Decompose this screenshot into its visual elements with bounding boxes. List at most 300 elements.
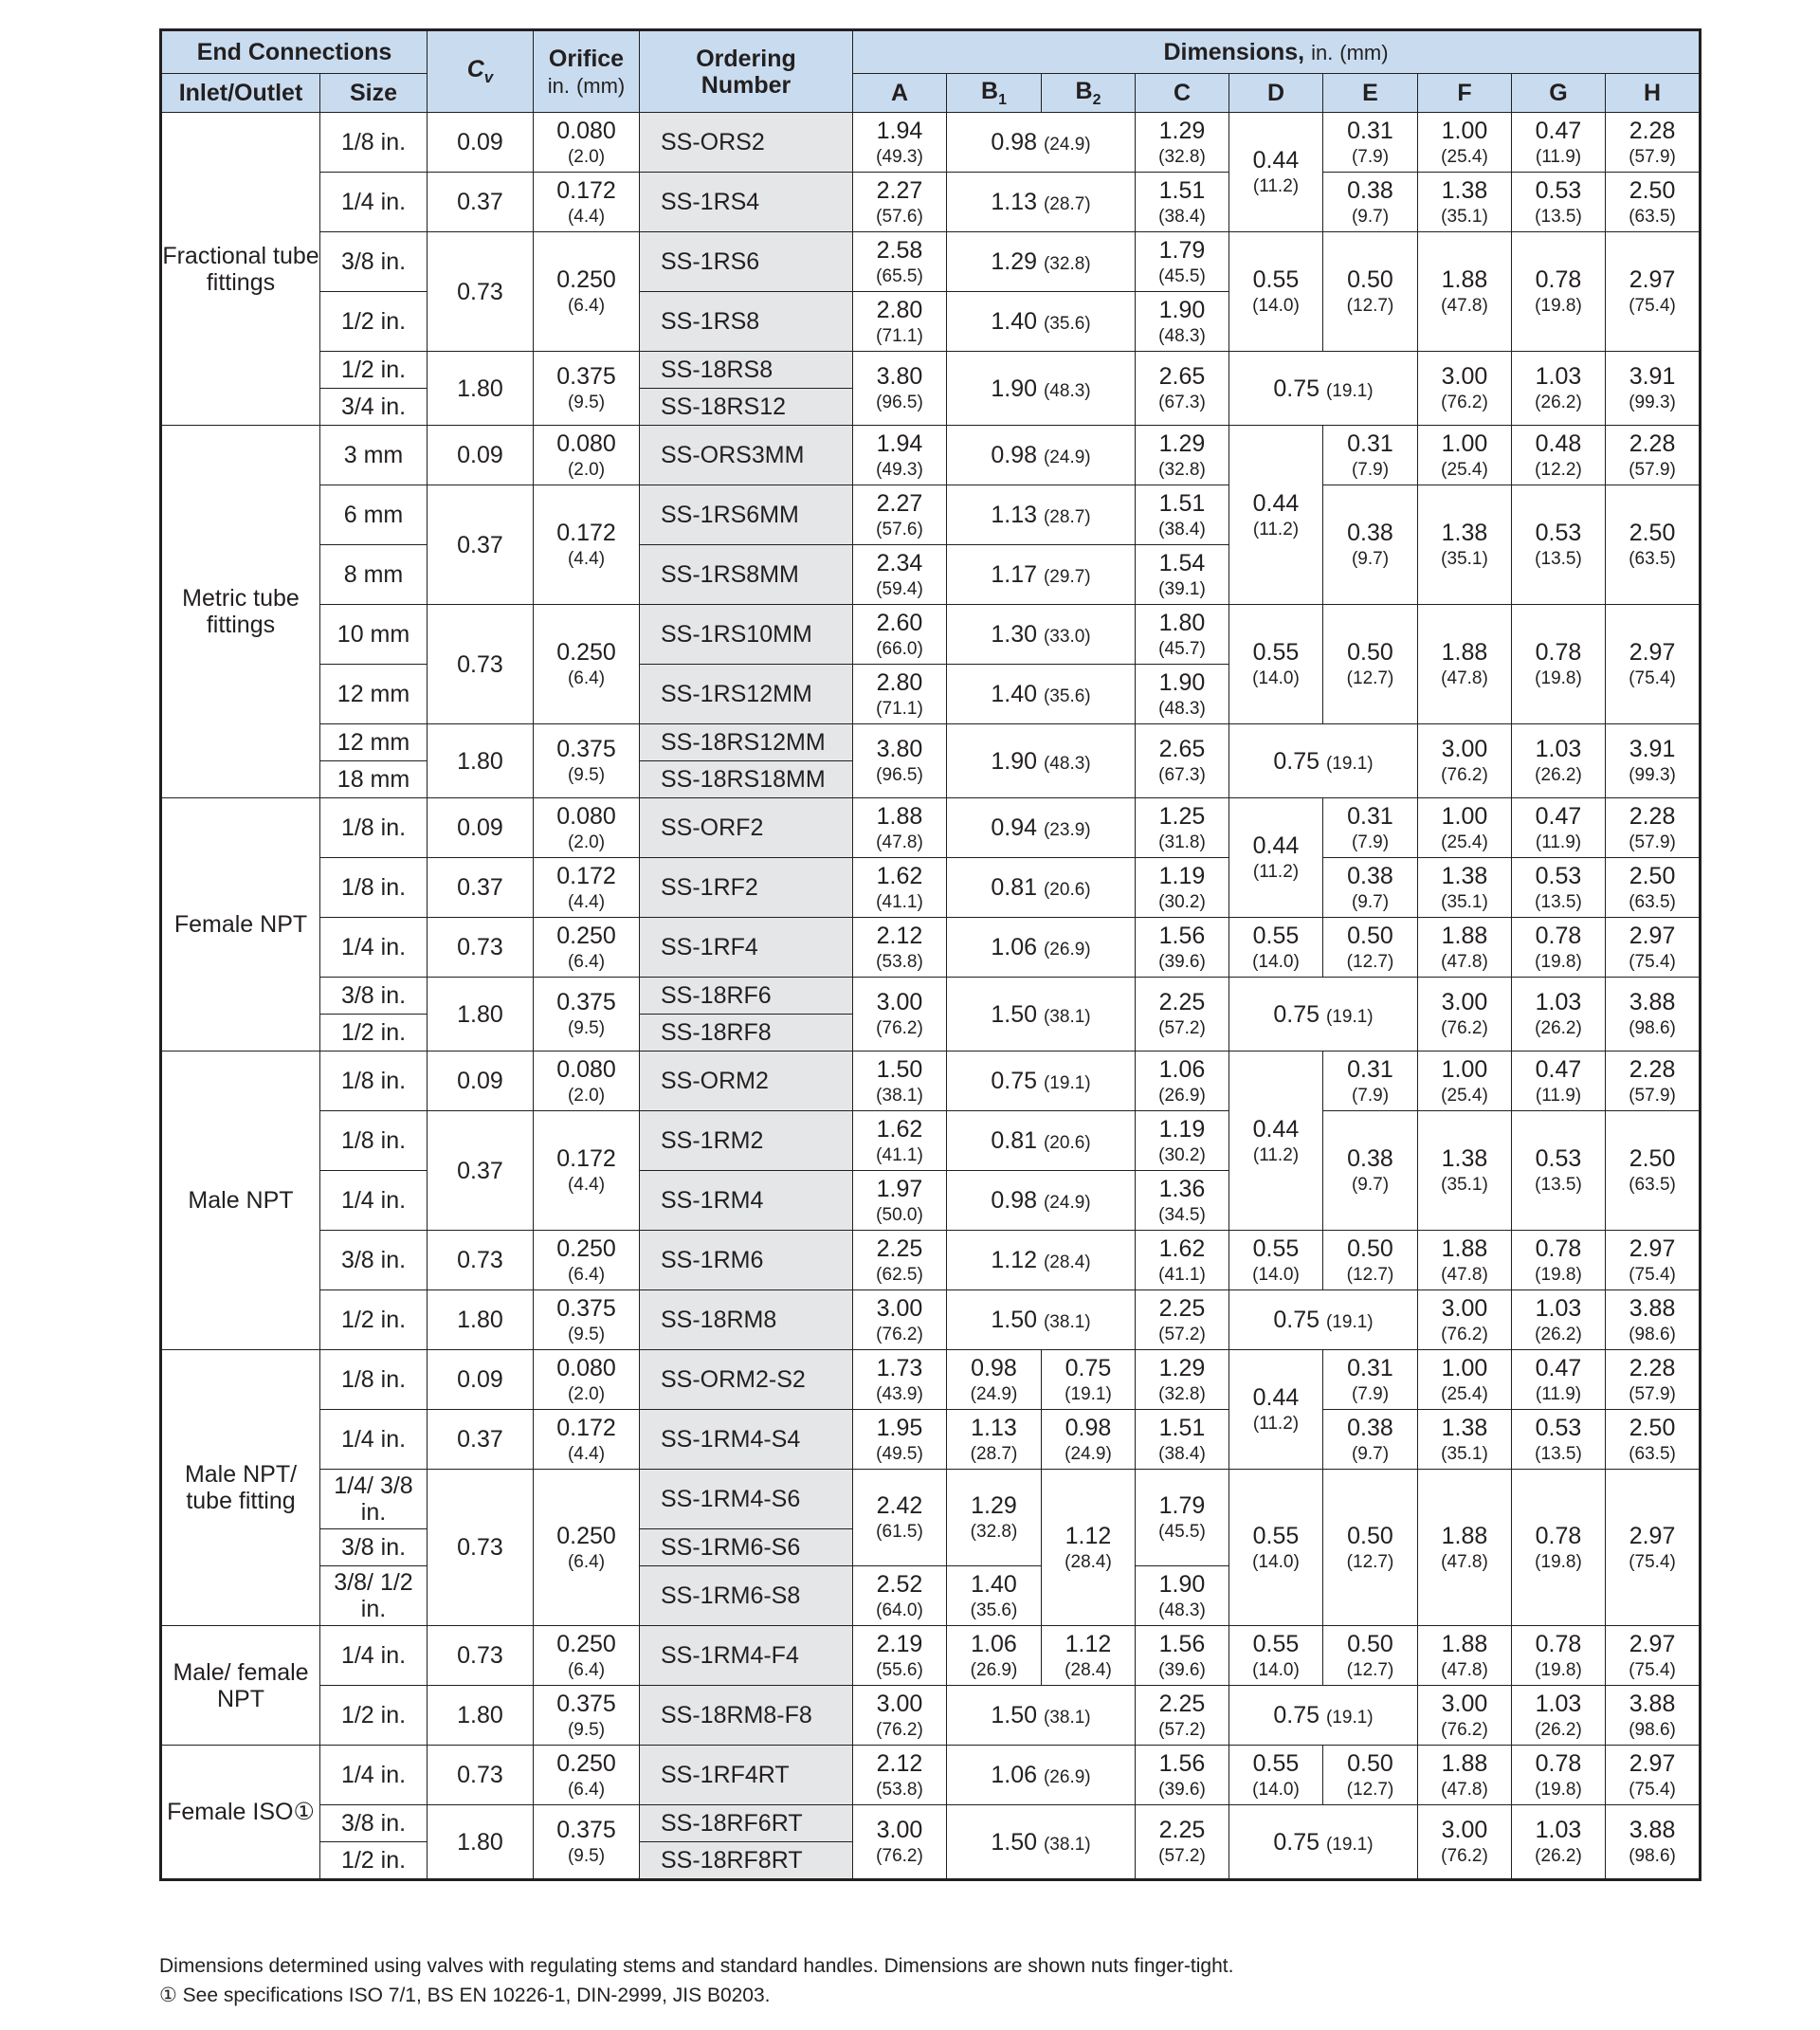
dim-h-cell: 2.28 (57.9)	[1606, 1052, 1701, 1111]
dim-g-cell: 1.03 (26.2)	[1512, 978, 1606, 1052]
ordering-number-cell: SS-1RF4RT	[640, 1746, 853, 1805]
dim-a-cell: 1.50 (38.1)	[853, 1052, 947, 1111]
dim-de-cell: 0.75 (19.1)	[1229, 724, 1418, 798]
dim-h-cell: 2.97 (75.4)	[1606, 1746, 1701, 1805]
dim-de-cell: 0.75 (19.1)	[1229, 1805, 1418, 1880]
dim-f-cell: 1.38 (35.1)	[1418, 858, 1512, 918]
dim-a-cell: 3.00 (76.2)	[853, 1686, 947, 1746]
dim-b-cell: 0.81 (20.6)	[947, 858, 1136, 918]
dim-a-cell: 1.94 (49.3)	[853, 426, 947, 485]
size-cell: 1/8 in.	[320, 798, 428, 858]
dim-c-cell: 1.56 (39.6)	[1136, 918, 1229, 978]
ordering-number-cell: SS-18RS12MM	[640, 724, 853, 761]
dim-c-cell: 1.56 (39.6)	[1136, 1626, 1229, 1686]
dim-b-cell: 1.13 (28.7)	[947, 173, 1136, 232]
ordering-number-cell: SS-1RS8MM	[640, 545, 853, 605]
size-cell: 3 mm	[320, 426, 428, 485]
dim-g-cell: 1.03 (26.2)	[1512, 724, 1606, 798]
dim-g-cell: 0.53 (13.5)	[1512, 1111, 1606, 1231]
dim-c-cell: 1.19 (30.2)	[1136, 858, 1229, 918]
table-row	[161, 978, 1701, 1015]
dim-b1-cell: 0.98 (24.9)	[947, 1350, 1042, 1410]
ordering-number-cell: SS-18RF6	[640, 978, 853, 1015]
dim-b-cell: 1.40 (35.6)	[947, 292, 1136, 352]
dim-b-cell: 1.50 (38.1)	[947, 1290, 1136, 1350]
size-cell: 1/4 in.	[320, 918, 428, 978]
cv-cell: 0.73	[428, 1626, 534, 1686]
size-cell: 1/8 in.	[320, 113, 428, 173]
dim-b-cell: 1.17 (29.7)	[947, 545, 1136, 605]
dim-b-cell: 1.12 (28.4)	[947, 1231, 1136, 1290]
dim-g-cell: 0.78 (19.8)	[1512, 1746, 1606, 1805]
dim-a-cell: 2.80 (71.1)	[853, 292, 947, 352]
dim-de-cell: 0.75 (19.1)	[1229, 1290, 1418, 1350]
dim-f-cell: 1.88 (47.8)	[1418, 918, 1512, 978]
table-row	[161, 232, 1701, 292]
ordering-number-cell: SS-18RS18MM	[640, 761, 853, 798]
dim-h-cell: 2.28 (57.9)	[1606, 426, 1701, 485]
size-cell: 3/8 in.	[320, 1231, 428, 1290]
ordering-number-cell: SS-ORS3MM	[640, 426, 853, 485]
dim-b-cell: 1.40 (35.6)	[947, 665, 1136, 724]
size-cell: 12 mm	[320, 665, 428, 724]
dim-b-cell: 0.98 (24.9)	[947, 426, 1136, 485]
dim-b-cell: 0.94 (23.9)	[947, 798, 1136, 858]
dim-c-cell: 2.25 (57.2)	[1136, 1686, 1229, 1746]
dim-a-cell: 1.97 (50.0)	[853, 1171, 947, 1231]
dim-e-cell: 0.50 (12.7)	[1323, 1231, 1418, 1290]
dim-a-cell: 3.00 (76.2)	[853, 1290, 947, 1350]
dim-b-cell: 0.81 (20.6)	[947, 1111, 1136, 1171]
dim-g-cell: 0.78 (19.8)	[1512, 1626, 1606, 1686]
dim-a-cell: 3.80 (96.5)	[853, 352, 947, 426]
dim-a-cell: 2.25 (62.5)	[853, 1231, 947, 1290]
size-cell: 3/8 in.	[320, 1529, 428, 1566]
dim-c-cell: 1.51 (38.4)	[1136, 173, 1229, 232]
dim-d-cell: 0.55 (14.0)	[1229, 1746, 1323, 1805]
cv-cell: 0.09	[428, 1350, 534, 1410]
col-d-header: D	[1229, 74, 1323, 113]
dim-e-cell: 0.50 (12.7)	[1323, 1746, 1418, 1805]
dim-c-cell: 1.80 (45.7)	[1136, 605, 1229, 665]
group-label: Metric tube fittings	[161, 426, 320, 798]
dim-d-cell: 0.55 (14.0)	[1229, 605, 1323, 724]
size-cell: 6 mm	[320, 485, 428, 545]
ordering-number-cell: SS-1RM4	[640, 1171, 853, 1231]
dim-g-cell: 0.53 (13.5)	[1512, 858, 1606, 918]
size-cell: 1/8 in.	[320, 1350, 428, 1410]
size-cell: 1/4 in.	[320, 1626, 428, 1686]
table-row	[161, 1111, 1701, 1171]
dim-g-cell: 0.53 (13.5)	[1512, 1410, 1606, 1470]
dim-a-cell: 2.27 (57.6)	[853, 173, 947, 232]
dim-g-cell: 1.03 (26.2)	[1512, 352, 1606, 426]
dim-b-cell: 1.06 (26.9)	[947, 918, 1136, 978]
ordering-number-cell: SS-1RS4	[640, 173, 853, 232]
dim-e-cell: 0.38 (9.7)	[1323, 1111, 1418, 1231]
table-row	[161, 113, 1701, 173]
orifice-header: Orifice in. (mm)	[534, 30, 640, 113]
size-cell: 1/4 in.	[320, 1746, 428, 1805]
orifice-cell: 0.172 (4.4)	[534, 485, 640, 605]
dim-h-cell: 2.50 (63.5)	[1606, 858, 1701, 918]
ordering-number-cell: SS-1RS10MM	[640, 605, 853, 665]
dim-e-cell: 0.31 (7.9)	[1323, 426, 1418, 485]
ordering-number-cell: SS-ORF2	[640, 798, 853, 858]
dim-c-cell: 2.65 (67.3)	[1136, 352, 1229, 426]
footnote-iso-specs: ① See specifications ISO 7/1, BS EN 10226-1, DIN-2999, JIS B0203.	[159, 1984, 771, 2006]
end-connections-header: End Connections	[161, 30, 428, 74]
orifice-cell: 0.250 (6.4)	[534, 1626, 640, 1686]
dim-c-cell: 1.19 (30.2)	[1136, 1111, 1229, 1171]
dim-a-cell: 3.00 (76.2)	[853, 978, 947, 1052]
orifice-cell: 0.250 (6.4)	[534, 1746, 640, 1805]
size-cell: 1/4/ 3/8 in.	[320, 1470, 428, 1529]
dim-f-cell: 1.00 (25.4)	[1418, 1350, 1512, 1410]
col-h-header: H	[1606, 74, 1701, 113]
ordering-number-cell: SS-1RM2	[640, 1111, 853, 1171]
dim-a-cell: 1.73 (43.9)	[853, 1350, 947, 1410]
col-b2-header: $B_2$	[1042, 74, 1136, 113]
dim-c-cell: 1.62 (41.1)	[1136, 1231, 1229, 1290]
orifice-cell: 0.250 (6.4)	[534, 605, 640, 724]
dim-h-cell: 2.97 (75.4)	[1606, 918, 1701, 978]
dim-f-cell: 1.00 (25.4)	[1418, 426, 1512, 485]
dimensions-header: Dimensions, in. (mm)	[853, 30, 1701, 74]
size-cell: 1/4 in.	[320, 1410, 428, 1470]
size-cell: 1/2 in.	[320, 1686, 428, 1746]
dim-f-cell: 1.88 (47.8)	[1418, 232, 1512, 352]
orifice-cell: 0.250 (6.4)	[534, 1470, 640, 1626]
ordering-number-cell: SS-18RF6RT	[640, 1805, 853, 1842]
table-row	[161, 352, 1701, 389]
valve-dimensions-table	[159, 28, 1702, 1881]
dim-b-cell: 1.06 (26.9)	[947, 1746, 1136, 1805]
table-row	[161, 426, 1701, 485]
ordering-number-cell: SS-18RF8RT	[640, 1842, 853, 1880]
size-cell: 1/4 in.	[320, 1171, 428, 1231]
size-cell: 1/8 in.	[320, 1111, 428, 1171]
orifice-cell: 0.080 (2.0)	[534, 426, 640, 485]
dim-d-cell: 0.44 (11.2)	[1229, 426, 1323, 605]
orifice-cell: 0.172 (4.4)	[534, 1111, 640, 1231]
orifice-cell: 0.172 (4.4)	[534, 1410, 640, 1470]
dim-f-cell: 1.38 (35.1)	[1418, 173, 1512, 232]
dim-b2-cell: 0.75 (19.1)	[1042, 1350, 1136, 1410]
dim-h-cell: 2.97 (75.4)	[1606, 1626, 1701, 1686]
dim-h-cell: 2.97 (75.4)	[1606, 1470, 1701, 1626]
dim-g-cell: 0.47 (11.9)	[1512, 113, 1606, 173]
dim-a-cell: 2.12 (53.8)	[853, 1746, 947, 1805]
dim-g-cell: 0.53 (13.5)	[1512, 173, 1606, 232]
dim-b-cell: 1.90 (48.3)	[947, 352, 1136, 426]
dim-a-cell: 3.00 (76.2)	[853, 1805, 947, 1880]
dim-f-cell: 1.00 (25.4)	[1418, 798, 1512, 858]
dim-b2-cell: 1.12 (28.4)	[1042, 1626, 1136, 1686]
dim-de-cell: 0.75 (19.1)	[1229, 352, 1418, 426]
dim-e-cell: 0.50 (12.7)	[1323, 232, 1418, 352]
cv-cell: 0.09	[428, 1052, 534, 1111]
orifice-cell: 0.375 (9.5)	[534, 724, 640, 798]
dim-f-cell: 3.00 (76.2)	[1418, 1686, 1512, 1746]
dim-c-cell: 1.51 (38.4)	[1136, 1410, 1229, 1470]
dim-c-cell: 1.79 (45.5)	[1136, 232, 1229, 292]
cv-cell: 0.37	[428, 1111, 534, 1231]
size-cell: 18 mm	[320, 761, 428, 798]
size-cell: 1/4 in.	[320, 173, 428, 232]
dim-a-cell: 2.60 (66.0)	[853, 605, 947, 665]
dim-e-cell: 0.38 (9.7)	[1323, 858, 1418, 918]
size-cell: 3/4 in.	[320, 389, 428, 426]
dim-d-cell: 0.44 (11.2)	[1229, 1052, 1323, 1231]
inlet-outlet-header: Inlet/Outlet	[161, 74, 320, 113]
dim-b2-cell: 1.12 (28.4)	[1042, 1470, 1136, 1626]
dim-h-cell: 3.91 (99.3)	[1606, 352, 1701, 426]
table-row	[161, 1231, 1701, 1290]
dim-h-cell: 3.88 (98.6)	[1606, 1686, 1701, 1746]
dim-f-cell: 1.88 (47.8)	[1418, 1231, 1512, 1290]
cv-cell: 0.09	[428, 113, 534, 173]
group-label: Male/ female NPT	[161, 1626, 320, 1746]
size-cell: 1/2 in.	[320, 292, 428, 352]
dim-g-cell: 0.47 (11.9)	[1512, 1052, 1606, 1111]
dim-h-cell: 2.28 (57.9)	[1606, 798, 1701, 858]
cv-cell: 0.37	[428, 858, 534, 918]
orifice-cell: 0.080 (2.0)	[534, 1350, 640, 1410]
dim-b-cell: 0.98 (24.9)	[947, 113, 1136, 173]
dim-a-cell: 1.95 (49.5)	[853, 1410, 947, 1470]
col-a-header: A	[853, 74, 947, 113]
dim-a-cell: 1.94 (49.3)	[853, 113, 947, 173]
dim-e-cell: 0.50 (12.7)	[1323, 1470, 1418, 1626]
dim-e-cell: 0.38 (9.7)	[1323, 485, 1418, 605]
cv-cell: 0.37	[428, 173, 534, 232]
cv-cell: 1.80	[428, 978, 534, 1052]
dim-d-cell: 0.55 (14.0)	[1229, 918, 1323, 978]
dim-g-cell: 0.53 (13.5)	[1512, 485, 1606, 605]
table-row	[161, 1350, 1701, 1410]
col-g-header: G	[1512, 74, 1606, 113]
ordering-number-cell: SS-1RF2	[640, 858, 853, 918]
dim-h-cell: 2.28 (57.9)	[1606, 1350, 1701, 1410]
ordering-number-cell: SS-18RM8-F8	[640, 1686, 853, 1746]
table-row	[161, 918, 1701, 978]
dim-c-cell: 2.65 (67.3)	[1136, 724, 1229, 798]
cv-cell: 0.73	[428, 1746, 534, 1805]
dim-g-cell: 0.47 (11.9)	[1512, 798, 1606, 858]
dim-c-cell: 2.25 (57.2)	[1136, 1805, 1229, 1880]
group-label: Male NPT/ tube fitting	[161, 1350, 320, 1626]
dim-c-cell: 1.29 (32.8)	[1136, 426, 1229, 485]
dim-d-cell: 0.55 (14.0)	[1229, 232, 1323, 352]
dim-b-cell: 1.30 (33.0)	[947, 605, 1136, 665]
dim-a-cell: 2.19 (55.6)	[853, 1626, 947, 1686]
dim-c-cell: 1.90 (48.3)	[1136, 665, 1229, 724]
cv-cell: 1.80	[428, 1290, 534, 1350]
dim-e-cell: 0.50 (12.7)	[1323, 918, 1418, 978]
dim-g-cell: 0.78 (19.8)	[1512, 1470, 1606, 1626]
dim-f-cell: 3.00 (76.2)	[1418, 352, 1512, 426]
dim-a-cell: 3.80 (96.5)	[853, 724, 947, 798]
dim-c-cell: 1.56 (39.6)	[1136, 1746, 1229, 1805]
dim-a-cell: 2.42 (61.5)	[853, 1470, 947, 1566]
dim-d-cell: 0.44 (11.2)	[1229, 798, 1323, 918]
dim-g-cell: 0.78 (19.8)	[1512, 918, 1606, 978]
dim-g-cell: 1.03 (26.2)	[1512, 1290, 1606, 1350]
dim-a-cell: 2.12 (53.8)	[853, 918, 947, 978]
cv-cell: 1.80	[428, 724, 534, 798]
dim-c-cell: 1.90 (48.3)	[1136, 1566, 1229, 1626]
size-cell: 1/2 in.	[320, 1842, 428, 1880]
orifice-cell: 0.375 (9.5)	[534, 352, 640, 426]
cv-header: $C_v$	[428, 30, 534, 113]
dim-f-cell: 1.00 (25.4)	[1418, 113, 1512, 173]
ordering-number-cell: SS-1RS6MM	[640, 485, 853, 545]
table-body	[161, 113, 1701, 1880]
ordering-number-cell: SS-1RM4-S6	[640, 1470, 853, 1529]
ordering-number-cell: SS-1RM6-S6	[640, 1529, 853, 1566]
group-label: Male NPT	[161, 1052, 320, 1350]
size-cell: 1/8 in.	[320, 1052, 428, 1111]
dim-g-cell: 0.48 (12.2)	[1512, 426, 1606, 485]
dim-c-cell: 1.54 (39.1)	[1136, 545, 1229, 605]
dim-b1-cell: 1.29 (32.8)	[947, 1470, 1042, 1566]
dim-e-cell: 0.31 (7.9)	[1323, 1350, 1418, 1410]
cv-cell: 0.09	[428, 426, 534, 485]
dim-d-cell: 0.44 (11.2)	[1229, 113, 1323, 232]
dim-d-cell: 0.55 (14.0)	[1229, 1470, 1323, 1626]
dim-f-cell: 1.88 (47.8)	[1418, 1746, 1512, 1805]
table-row	[161, 1470, 1701, 1529]
table-row	[161, 1626, 1701, 1686]
dim-b-cell: 0.98 (24.9)	[947, 1171, 1136, 1231]
dim-de-cell: 0.75 (19.1)	[1229, 978, 1418, 1052]
orifice-cell: 0.080 (2.0)	[534, 1052, 640, 1111]
ordering-number-cell: SS-1RS6	[640, 232, 853, 292]
dim-a-cell: 1.88 (47.8)	[853, 798, 947, 858]
dim-b-cell: 1.50 (38.1)	[947, 1686, 1136, 1746]
ordering-number-cell: SS-ORM2-S2	[640, 1350, 853, 1410]
dim-c-cell: 1.36 (34.5)	[1136, 1171, 1229, 1231]
cv-cell: 0.37	[428, 1410, 534, 1470]
cv-cell: 0.37	[428, 485, 534, 605]
table-header	[161, 30, 1701, 113]
ordering-number-cell: SS-18RS8	[640, 352, 853, 389]
dim-h-cell: 2.97 (75.4)	[1606, 1231, 1701, 1290]
dim-g-cell: 0.78 (19.8)	[1512, 605, 1606, 724]
dim-b2-cell: 0.98 (24.9)	[1042, 1410, 1136, 1470]
cv-cell: 0.73	[428, 605, 534, 724]
dim-a-cell: 2.34 (59.4)	[853, 545, 947, 605]
table-row	[161, 173, 1701, 232]
dim-h-cell: 2.50 (63.5)	[1606, 485, 1701, 605]
dim-f-cell: 1.38 (35.1)	[1418, 1111, 1512, 1231]
footnotes	[159, 1951, 1695, 2010]
dim-h-cell: 3.88 (98.6)	[1606, 1290, 1701, 1350]
ordering-number-cell: SS-1RF4	[640, 918, 853, 978]
table-row	[161, 798, 1701, 858]
size-cell: 1/2 in.	[320, 352, 428, 389]
size-cell: 3/8 in.	[320, 1805, 428, 1842]
dim-e-cell: 0.38 (9.7)	[1323, 173, 1418, 232]
dim-f-cell: 1.88 (47.8)	[1418, 1626, 1512, 1686]
table-row	[161, 1805, 1701, 1842]
dim-h-cell: 2.50 (63.5)	[1606, 173, 1701, 232]
ordering-number-cell: SS-18RM8	[640, 1290, 853, 1350]
orifice-cell: 0.172 (4.4)	[534, 173, 640, 232]
dim-a-cell: 1.62 (41.1)	[853, 858, 947, 918]
dim-c-cell: 1.25 (31.8)	[1136, 798, 1229, 858]
dim-c-cell: 1.29 (32.8)	[1136, 1350, 1229, 1410]
dim-a-cell: 2.58 (65.5)	[853, 232, 947, 292]
dim-c-cell: 2.25 (57.2)	[1136, 978, 1229, 1052]
dim-a-cell: 2.27 (57.6)	[853, 485, 947, 545]
dimensions-table-container	[159, 28, 1699, 1881]
cv-cell: 0.73	[428, 232, 534, 352]
orifice-cell: 0.080 (2.0)	[534, 113, 640, 173]
dim-b-cell: 1.90 (48.3)	[947, 724, 1136, 798]
dim-f-cell: 3.00 (76.2)	[1418, 724, 1512, 798]
dim-b-cell: 1.50 (38.1)	[947, 978, 1136, 1052]
cv-cell: 1.80	[428, 352, 534, 426]
table-row	[161, 485, 1701, 545]
cv-cell: 0.73	[428, 918, 534, 978]
cv-cell: 0.09	[428, 798, 534, 858]
dim-e-cell: 0.50 (12.7)	[1323, 1626, 1418, 1686]
dim-g-cell: 1.03 (26.2)	[1512, 1805, 1606, 1880]
dim-f-cell: 3.00 (76.2)	[1418, 978, 1512, 1052]
orifice-cell: 0.250 (6.4)	[534, 232, 640, 352]
cv-cell: 1.80	[428, 1686, 534, 1746]
cv-cell: 0.73	[428, 1470, 534, 1626]
cv-cell: 0.73	[428, 1231, 534, 1290]
dim-h-cell: 3.88 (98.6)	[1606, 978, 1701, 1052]
dim-h-cell: 2.50 (63.5)	[1606, 1410, 1701, 1470]
dim-g-cell: 1.03 (26.2)	[1512, 1686, 1606, 1746]
dim-f-cell: 3.00 (76.2)	[1418, 1290, 1512, 1350]
ordering-number-cell: SS-1RM6-S8	[640, 1566, 853, 1626]
group-label: Female ISO①	[161, 1746, 320, 1880]
orifice-cell: 0.250 (6.4)	[534, 918, 640, 978]
table-row	[161, 1052, 1701, 1111]
size-cell: 8 mm	[320, 545, 428, 605]
size-cell: 1/8 in.	[320, 858, 428, 918]
dim-h-cell: 3.88 (98.6)	[1606, 1805, 1701, 1880]
dim-d-cell: 0.55 (14.0)	[1229, 1231, 1323, 1290]
orifice-cell: 0.375 (9.5)	[534, 1290, 640, 1350]
size-cell: 3/8 in.	[320, 978, 428, 1015]
ordering-number-cell: SS-ORM2	[640, 1052, 853, 1111]
ordering-number-header: Ordering Number	[640, 30, 853, 113]
dim-a-cell: 1.62 (41.1)	[853, 1111, 947, 1171]
dim-b1-cell: 1.06 (26.9)	[947, 1626, 1042, 1686]
table-row	[161, 1686, 1701, 1746]
table-row	[161, 724, 1701, 761]
dim-d-cell: 0.44 (11.2)	[1229, 1350, 1323, 1470]
size-cell: 1/2 in.	[320, 1290, 428, 1350]
orifice-cell: 0.375 (9.5)	[534, 1805, 640, 1880]
col-e-header: E	[1323, 74, 1418, 113]
ordering-number-cell: SS-ORS2	[640, 113, 853, 173]
size-cell: 12 mm	[320, 724, 428, 761]
size-header: Size	[320, 74, 428, 113]
dim-b1-cell: 1.40 (35.6)	[947, 1566, 1042, 1626]
ordering-number-cell: SS-1RS12MM	[640, 665, 853, 724]
orifice-cell: 0.375 (9.5)	[534, 978, 640, 1052]
table-row	[161, 605, 1701, 665]
dim-c-cell: 1.06 (26.9)	[1136, 1052, 1229, 1111]
dim-c-cell: 1.51 (38.4)	[1136, 485, 1229, 545]
